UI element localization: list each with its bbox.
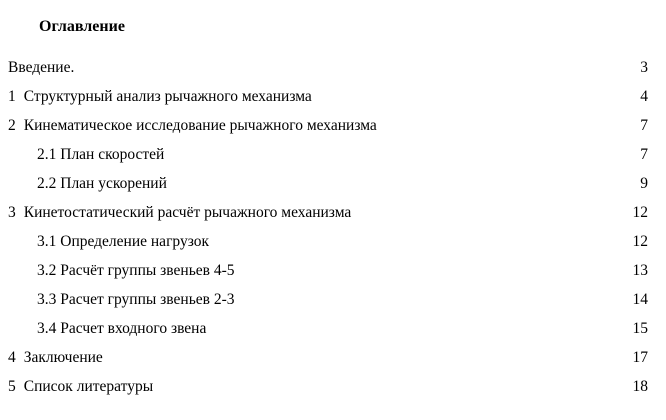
toc-entry[interactable]: [37, 145, 648, 165]
toc-entry[interactable]: [8, 87, 648, 107]
toc-entry-page: 12: [632, 204, 648, 221]
toc-entry-label: Кинетостатический расчёт рычажного механизма: [23, 204, 352, 221]
toc-entry-number: 4: [8, 349, 16, 366]
toc-entry-label: 2.2 План ускорений: [37, 175, 167, 192]
toc-entry[interactable]: [37, 261, 648, 281]
toc-entry-number: 2: [8, 117, 16, 134]
toc-entry-label: Список литературы: [23, 378, 154, 395]
toc-entry-page: 17: [632, 349, 648, 366]
toc-entry[interactable]: [8, 377, 648, 397]
toc-entry-label: 3.2 Расчёт группы звеньев 4-5: [37, 262, 235, 279]
toc-entry-number: 1: [8, 88, 16, 105]
toc-entry-label: 3.4 Расчет входного звена: [37, 320, 207, 337]
toc-entry-label: Структурный анализ рычажного механизма: [23, 88, 312, 105]
toc-entry-page: 7: [640, 117, 648, 134]
toc-entry-number: 5: [8, 378, 16, 395]
toc-entry[interactable]: [8, 348, 648, 368]
toc-entry-label: Введение.: [8, 59, 75, 76]
toc-entry[interactable]: [8, 203, 648, 223]
toc-entry-label: Заключение: [23, 349, 103, 366]
toc-entry-page: 9: [640, 175, 648, 192]
toc-entry-label: 3.1 Определение нагрузок: [37, 233, 210, 250]
toc-entry[interactable]: [8, 116, 648, 136]
toc-entry-page: 13: [632, 262, 648, 279]
toc-entry[interactable]: [37, 319, 648, 339]
toc-entry-label: Кинематическое исследование рычажного механизма: [23, 117, 377, 134]
toc-entry-page: 15: [632, 320, 648, 337]
toc-title: Оглавление: [39, 18, 125, 35]
toc-entry-page: 4: [640, 88, 648, 105]
toc-entry-page: 7: [640, 146, 648, 163]
toc-entry-page: 18: [632, 378, 648, 395]
toc-entry-label: 2.1 План скоростей: [37, 146, 165, 163]
toc-entry[interactable]: [37, 232, 648, 252]
toc-entry[interactable]: [37, 290, 648, 310]
toc-entry-page: 12: [632, 233, 648, 250]
toc-entry-label: 3.3 Расчет группы звеньев 2-3: [37, 291, 235, 308]
toc-entry[interactable]: [37, 174, 648, 194]
toc-entry-page: 14: [632, 291, 648, 308]
toc-entry[interactable]: [8, 58, 648, 78]
toc-entry-page: 3: [640, 59, 648, 76]
toc-entry-number: 3: [8, 204, 16, 221]
